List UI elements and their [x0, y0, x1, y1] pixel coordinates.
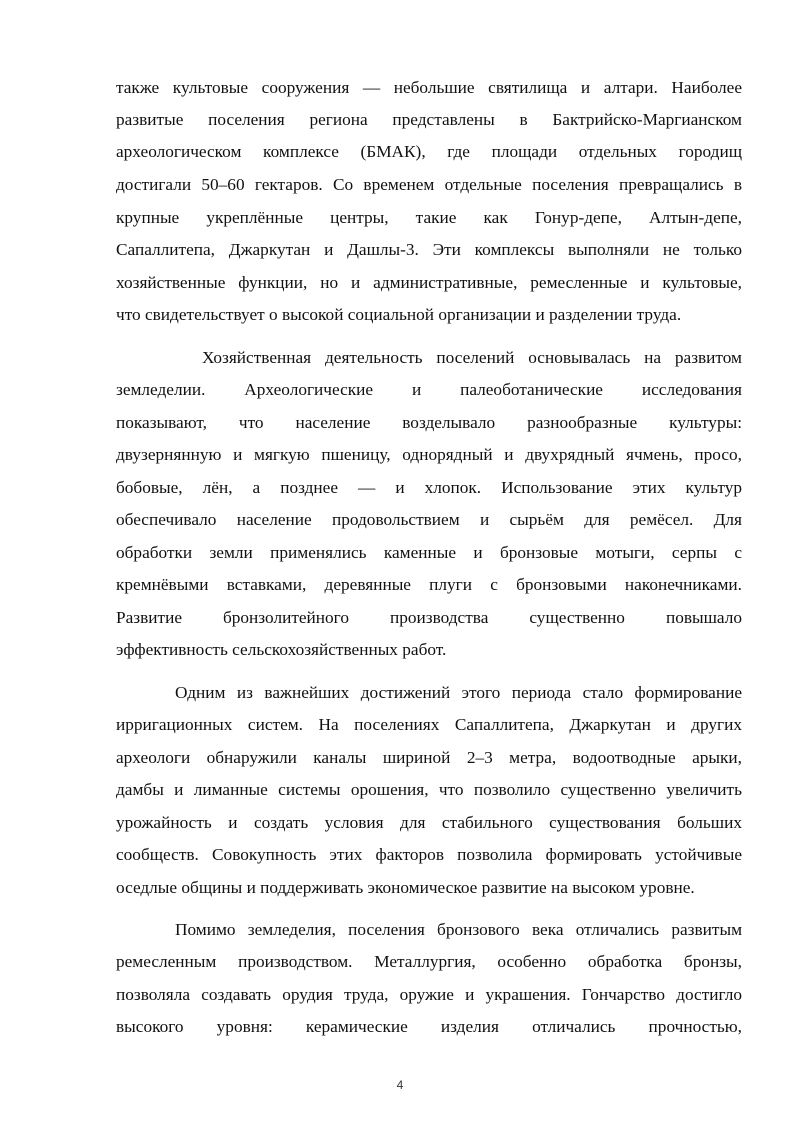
text-line: крупные укреплённые центры, такие как Гонур-депе, Алтын-депе,	[116, 208, 742, 227]
text-line: земледелии. Археологические и палеоботанические исследования	[116, 380, 742, 399]
text-line: дамбы и лиманные системы орошения, что позволило существенно увеличить	[116, 780, 742, 799]
text-line: также культовые сооружения — небольшие святилища и алтари. Наиболее	[116, 78, 742, 97]
text-line: обработки земли применялись каменные и бронзовые мотыги, серпы с	[116, 543, 742, 562]
text-line: обеспечивало население продовольствием и сырьём для ремёсел. Для	[116, 510, 742, 529]
text-line: Развитие бронзолитейного производства существенно повышало	[116, 608, 742, 627]
text-line: что свидетельствует о высокой социальной организации и разделении труда.	[116, 305, 682, 324]
text-line: ремесленным производством. Металлургия, особенно обработка бронзы,	[116, 952, 742, 971]
text-line: Сапаллитепа, Джаркутан и Дашлы-3. Эти комплексы выполняли не только	[116, 240, 742, 259]
text-line: хозяйственные функции, но и административные, ремесленные и культовые,	[116, 273, 742, 292]
text-line: оседлые общины и поддерживать экономическое развитие на высоком уровне.	[116, 878, 695, 897]
text-line: сообществ. Совокупность этих факторов позволила формировать устойчивые	[116, 845, 742, 864]
text-line: кремнёвыми вставками, деревянные плуги с бронзовыми наконечниками.	[116, 575, 742, 594]
text-line: археологическом комплексе (БМАК), где площади отдельных городищ	[116, 142, 742, 161]
text-line: двузернянную и мягкую пшеницу, однорядный и двухрядный ячмень, просо,	[116, 445, 742, 464]
text-line: археологи обнаружили каналы шириной 2–3 метра, водоотводные арыки,	[116, 748, 742, 767]
text-line: Помимо земледелия, поселения бронзового века отличались развитым	[175, 920, 742, 939]
text-line: Хозяйственная деятельность поселений основывалась на развитом	[202, 348, 742, 367]
text-line: бобовые, лён, а позднее — и хлопок. Использование этих культур	[116, 478, 742, 497]
text-line: развитые поселения региона представлены в Бактрийско-Маргианском	[116, 110, 742, 129]
text-line: ирригационных систем. На поселениях Сапаллитепа, Джаркутан и других	[116, 715, 742, 734]
text-line: эффективность сельскохозяйственных работ.	[116, 640, 447, 659]
text-line: урожайность и создать условия для стабильного существования больших	[116, 813, 742, 832]
text-line: достигали 50–60 гектаров. Со временем отдельные поселения превращались в	[116, 175, 742, 194]
text-line: показывают, что население возделывало разнообразные культуры:	[116, 413, 742, 432]
text-line: высокого уровня: керамические изделия отличались прочностью,	[116, 1017, 742, 1036]
text-line: позволяла создавать орудия труда, оружие и украшения. Гончарство достигло	[116, 985, 742, 1004]
text-line: Одним из важнейших достижений этого периода стало формирование	[175, 683, 742, 702]
page-number: 4	[396, 1078, 404, 1092]
